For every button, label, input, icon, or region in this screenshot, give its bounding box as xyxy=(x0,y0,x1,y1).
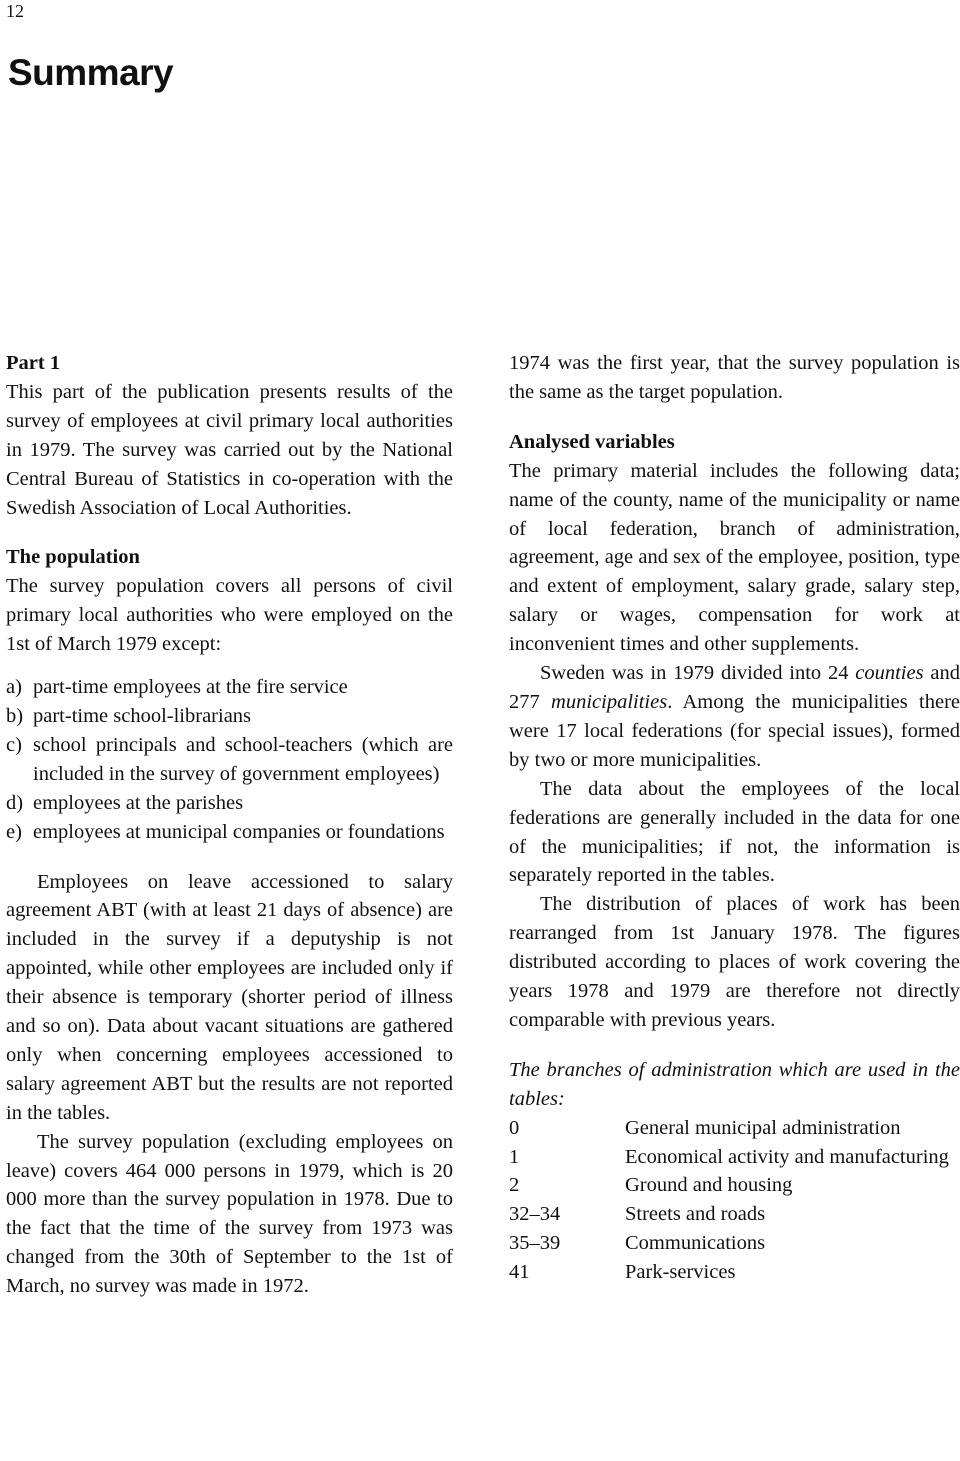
branch-name: Park-services xyxy=(625,1261,736,1284)
counties-term: counties xyxy=(855,662,924,685)
branch-code: 32–34 xyxy=(509,1203,561,1226)
list-item-label: d) xyxy=(6,791,24,814)
branch-code: 0 xyxy=(509,1116,520,1139)
branch-name: Economical activity and manufacturing xyxy=(625,1145,949,1168)
branches-heading: The branches of administration which are used in the tables: xyxy=(509,1058,960,1110)
list-item xyxy=(509,1229,960,1258)
list-item-label: e) xyxy=(6,820,22,843)
branches-list xyxy=(509,1114,960,1287)
branch-name: Ground and housing xyxy=(625,1174,793,1197)
part-heading: Part 1 xyxy=(6,352,61,374)
population-paragraph: The survey population covers all persons of civil primary local authorities who were employed on the 1st of March 1979 except: xyxy=(6,575,453,656)
variables-paragraph: The primary material includes the following data; name of the county, name of the municipality or name of local federation, branch of administration, agreement, age and sex of the employee, position, type and extent of employment, salary grade, salary step, salary or wages, compensation for work at inconvenient times and other supplements. xyxy=(509,459,960,656)
right-column xyxy=(509,349,960,1287)
list-item-text: school principals and school-teachers (which are included in the survey of government employees) xyxy=(33,733,453,785)
list-item xyxy=(6,702,453,731)
sweden-text: and 277 xyxy=(509,662,960,713)
list-item-text: part-time employees at the fire service xyxy=(33,676,348,699)
leave-paragraph: Employees on leave accessioned to salary agreement ABT (with at least 21 days of absence) are included in the survey if a deputyship is not appointed, while other employees are included only if their absence is temporary (shorter period of illness and so on). Data about vacant situations are gathered only when concerning employees accessioned to salary agreement ABT but the results are not reported in the tables. xyxy=(6,870,453,1124)
list-item xyxy=(6,731,453,789)
population-count-paragraph: The survey population (excluding employees on leave) covers 464 000 persons in 1979, which is 20 000 more than the survey population in 1978. Due to the fact that the time of the survey from 1973 was changed from the 30th of September to the 1st of March, no survey was made in 1972. xyxy=(6,1130,453,1298)
page-number: 12 xyxy=(6,1,24,21)
list-item-text: part-time school-librarians xyxy=(33,704,252,727)
list-item xyxy=(509,1200,960,1229)
list-item xyxy=(509,1143,960,1172)
population-heading: The population xyxy=(6,546,140,569)
sweden-text: . Among the municipalities there were 17 local federations (for special issues), formed by two or more municipalities. xyxy=(509,690,960,771)
intro-paragraph: This part of the publication presents results of the survey of employees at civil primary local authorities in 1979. The survey was carried out by the National Central Bureau of Statistics in co-operation with the Swedish Association of Local Authorities. xyxy=(6,380,453,519)
sweden-text: Sweden was in 1979 divided into 24 xyxy=(540,662,856,685)
left-column xyxy=(6,349,453,1301)
list-item xyxy=(6,789,453,818)
branch-code: 41 xyxy=(509,1261,530,1284)
branch-name: Communications xyxy=(625,1232,766,1255)
list-item xyxy=(509,1171,960,1200)
list-item-label: b) xyxy=(6,704,24,727)
branch-code: 35–39 xyxy=(509,1232,561,1255)
exceptions-list xyxy=(6,673,453,846)
variables-heading: Analysed variables xyxy=(509,430,675,453)
list-item xyxy=(509,1258,960,1287)
sweden-paragraph xyxy=(509,659,960,775)
branch-name: General municipal administration xyxy=(625,1116,901,1139)
federations-paragraph: The data about the employees of the local federations are generally included in the data for one of the municipalities; if not, the information is separately reported in the tables. xyxy=(509,777,960,887)
list-item-text: employees at the parishes xyxy=(33,791,244,814)
list-item-label: a) xyxy=(6,676,22,699)
continuation-paragraph: 1974 was the first year, that the survey population is the same as the target population. xyxy=(509,352,960,403)
branch-name: Streets and roads xyxy=(625,1203,766,1226)
branch-code: 2 xyxy=(509,1174,520,1197)
municipalities-term: municipalities xyxy=(551,690,668,713)
workplaces-paragraph: The distribution of places of work has been rearranged from 1st January 1978. The figures distributed according to places of work covering the years 1978 and 1979 are therefore not directly comparable with previous years. xyxy=(509,893,960,1031)
list-item xyxy=(509,1114,960,1143)
branch-code: 1 xyxy=(509,1145,520,1168)
list-item xyxy=(6,673,453,702)
list-item xyxy=(6,818,453,847)
list-item-text: employees at municipal companies or foundations xyxy=(33,820,445,843)
list-item-label: c) xyxy=(6,733,22,756)
page-title: Summary xyxy=(8,52,174,93)
